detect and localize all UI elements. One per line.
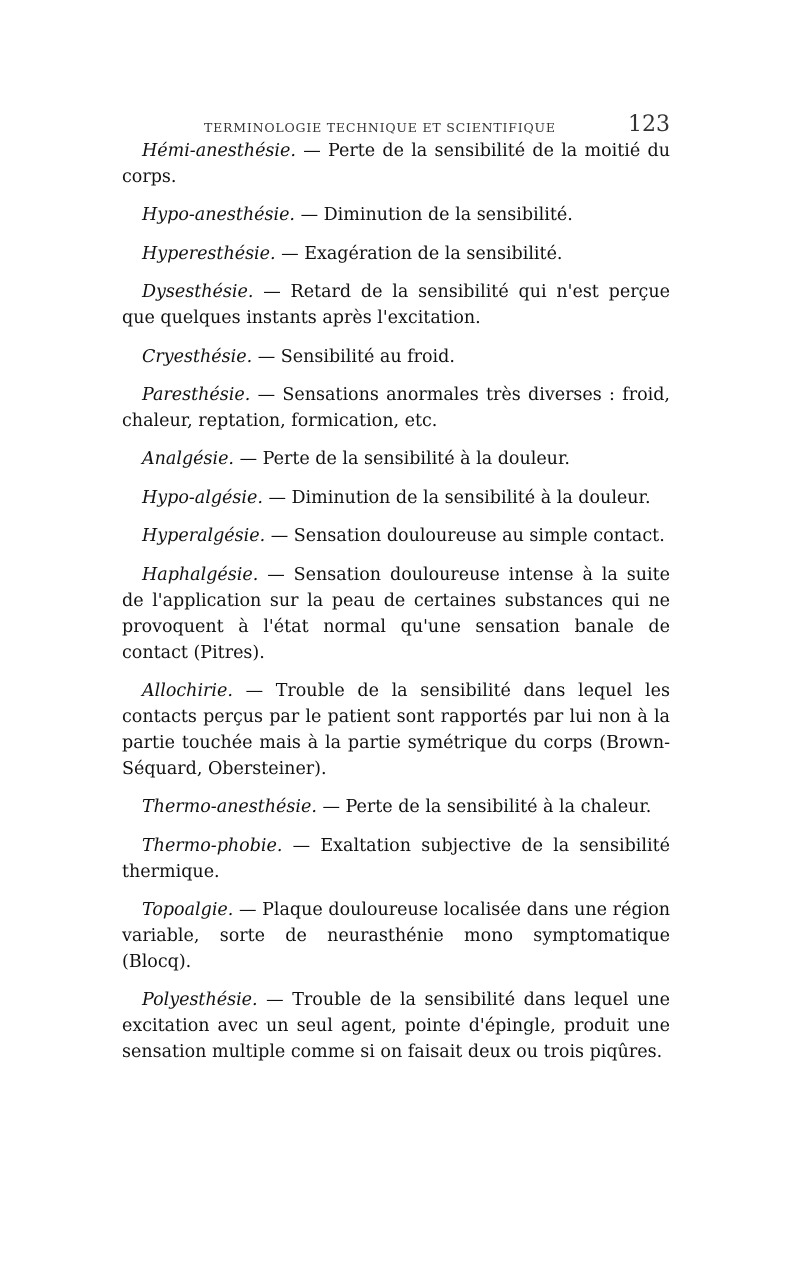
glossary-entry (122, 202, 670, 228)
entry-term: Thermo-phobie. (142, 835, 283, 856)
entry-definition: — Diminution de la sensibilité à la douleur. (262, 487, 651, 508)
glossary-entry (122, 485, 670, 511)
glossary-entry (122, 523, 670, 549)
glossary-entry (122, 382, 670, 434)
entry-definition: — Diminution de la sensibilité. (295, 205, 573, 226)
entry-term: Paresthésie. (142, 384, 251, 405)
entry-definition: — Exagération de la sensibilité. (275, 243, 563, 264)
entry-term: Topoalgie. (142, 900, 234, 921)
page-number: 123 (628, 112, 670, 137)
glossary-entry (122, 678, 670, 782)
entry-term: Haphalgésie. (142, 564, 259, 585)
entry-term: Polyesthésie. (142, 990, 258, 1011)
entry-definition: — Exaltation subjective de la sensibilité thermique. (122, 835, 670, 882)
entry-term: Thermo-anesthésie. (142, 797, 317, 818)
entry-definition: — Retard de la sensibilité qui n'est perçue que quelques instants après l'excitation. (122, 282, 670, 329)
entry-term: Hypo-algésie. (142, 487, 263, 508)
entry-definition: — Perte de la sensibilité à la douleur. (234, 449, 570, 470)
glossary-entry (122, 562, 670, 666)
book-page (122, 108, 670, 1078)
entry-definition: — Plaque douloureuse localisée dans une région variable, sorte de neurasthénie mono symptomatique (Blocq). (122, 900, 670, 973)
entry-definition: — Sensation douloureuse au simple contact. (265, 526, 665, 547)
glossary-entry (122, 344, 670, 370)
entry-definition: — Sensibilité au froid. (252, 346, 455, 367)
entry-term: Analgésie. (142, 449, 234, 470)
entry-term: Hyperesthésie. (142, 243, 276, 264)
entry-term: Hémi-anesthésie. (142, 141, 296, 161)
entry-term: Hypo-anesthésie. (142, 205, 295, 226)
entry-definition: — Sensation douloureuse intense à la suite de l'application sur la peau de certaines substances qui ne provoquent à l'état normal qu'une sensation banale de contact (Pitres). (122, 564, 670, 663)
glossary-entries (122, 138, 670, 1065)
entry-definition: — Sensations anormales très diverses : froid, chaleur, reptation, formication, etc. (122, 384, 670, 431)
running-title: TERMINOLOGIE TECHNIQUE ET SCIENTIFIQUE (204, 120, 556, 135)
glossary-entry (122, 446, 670, 472)
entry-definition: — Trouble de la sensibilité dans lequel les contacts perçus par le patient sont rapportés par lui non à la partie touchée mais à la partie symétrique du corps (Brown-Séquard, Obersteiner). (122, 680, 670, 779)
glossary-entry (122, 833, 670, 885)
glossary-entry (122, 794, 670, 820)
entry-definition: — Trouble de la sensibilité dans lequel une excitation avec un seul agent, pointe d'épingle, produit une sensation multiple comme si on faisait deux ou trois piqûres. (122, 990, 670, 1063)
entry-definition: — Perte de la sensibilité à la chaleur. (316, 797, 652, 818)
page-header (122, 108, 670, 138)
glossary-entry (122, 241, 670, 267)
entry-term: Hyperalgésie. (142, 526, 266, 547)
glossary-entry (122, 279, 670, 331)
entry-term: Cryesthésie. (142, 346, 253, 367)
entry-term: Dysesthésie. (142, 282, 254, 303)
glossary-entry (122, 138, 670, 190)
entry-term: Allochirie. (142, 680, 233, 701)
entry-definition: — Perte de la sensibilité de la moitié du corps. (122, 141, 670, 187)
glossary-entry (122, 897, 670, 975)
glossary-entry (122, 987, 670, 1065)
